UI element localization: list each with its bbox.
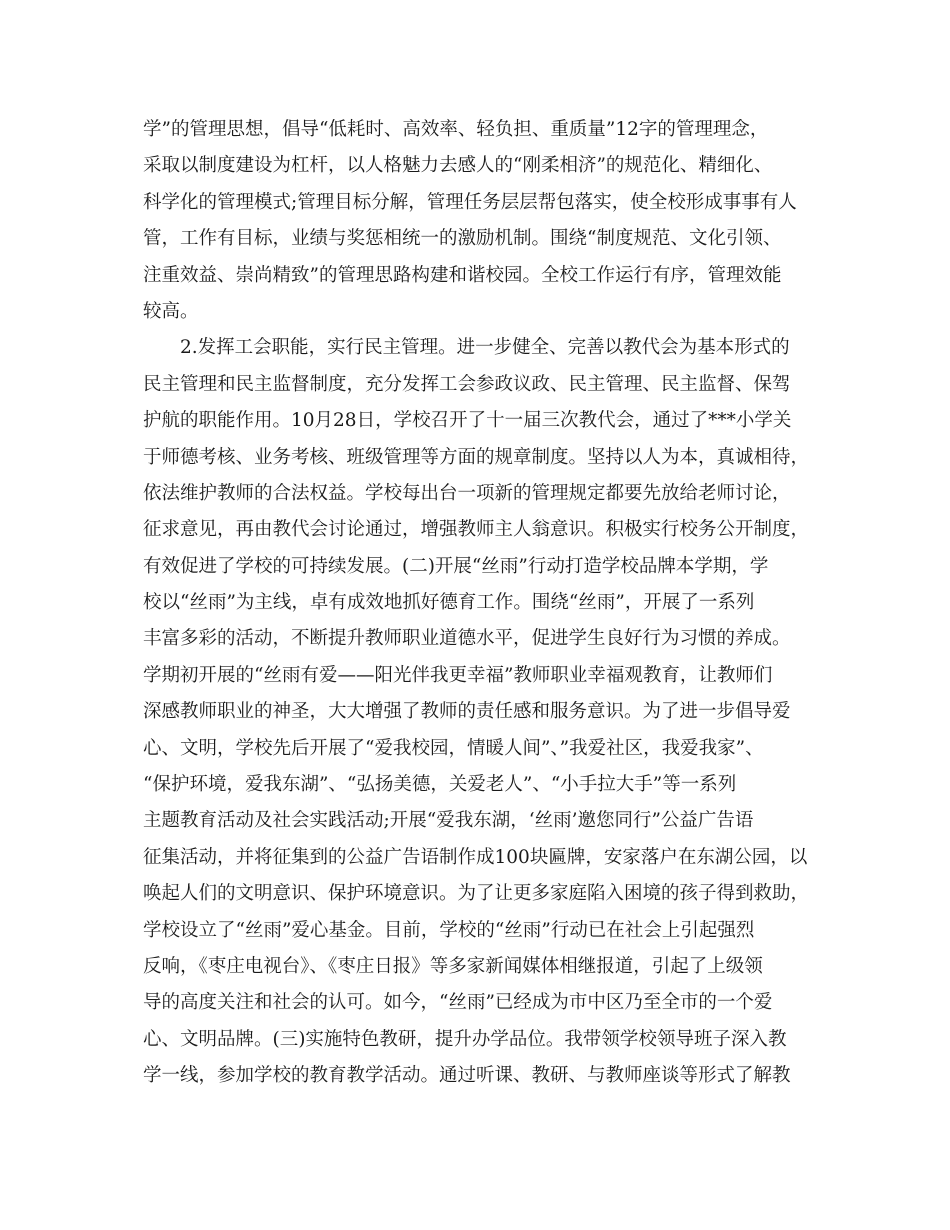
text-line: 学一线，参加学校的教育教学活动。通过听课、教研、与教师座谈等形式了解教 xyxy=(143,1065,791,1087)
text-line: 依法维护教师的合法权益。学校每出台一项新的管理规定都要先放给老师讨论， xyxy=(143,482,791,504)
text-line: 有效促进了学校的可持续发展。(二)开展“丝雨”行动打造学校品牌本学期，学 xyxy=(143,555,769,577)
text-line: 于师德考核、业务考核、班级管理等方面的规章制度。坚持以人为本，真诚相待， xyxy=(143,446,810,468)
text-line: 科学化的管理模式;管理目标分解，管理任务层层帮包落实，使全校形成事事有人 xyxy=(143,191,797,213)
text-line: 校以“丝雨”为主线，卓有成效地抓好德育工作。围绕“丝雨”，开展了一系列 xyxy=(143,592,755,614)
text-line: 主题教育活动及社会实践活动;开展“爱我东湖，‘丝雨’邀您同行”公益广告语 xyxy=(143,810,754,832)
text-line: 管，工作有目标，业绩与奖惩相统一的激励机制。围绕“制度规范、文化引领、 xyxy=(143,228,782,250)
text-line: 2.发挥工会职能，实行民主管理。进一步健全、完善以教代会为基本形式的 xyxy=(143,337,790,359)
text-line: 学”的管理思想，倡导“低耗时、高效率、轻负担、重质量”12字的管理理念， xyxy=(143,119,769,140)
text-line: 民主管理和民主监督制度，充分发挥工会参政议政、民主管理、民主监督、保驾 xyxy=(143,373,791,395)
text-line: 注重效益、崇尚精致”的管理思路构建和谐校园。全校工作运行有序，管理效能 xyxy=(143,264,782,286)
text-line: 唤起人们的文明意识、保护环境意识。为了让更多家庭陷入困境的孩子得到救助， xyxy=(143,883,810,905)
text-line: 征集活动，并将征集到的公益广告语制作成100块匾牌，安家落户在东湖公园，以 xyxy=(143,846,808,868)
text-line: 学期初开展的“丝雨有爱——阳光伴我更幸福”教师职业幸福观教育，让教师们 xyxy=(143,664,773,686)
body-text xyxy=(143,112,823,1095)
text-line: 导的高度关注和社会的认可。如今，“丝雨”已经成为市中区乃至全市的一个爱 xyxy=(143,992,773,1014)
text-line: 学校设立了“丝雨”爱心基金。目前，学校的“丝雨”行动已在社会上引起强烈 xyxy=(143,919,755,941)
text-line: 深感教师职业的神圣，大大增强了教师的责任感和服务意识。为了进一步倡导爱 xyxy=(143,701,791,723)
text-line: 护航的职能作用。10月28日，学校召开了十一届三次教代会，通过了***小学关 xyxy=(143,410,792,432)
text-line: 心、文明品牌。(三)实施特色教研，提升办学品位。我带领学校领导班子深入教 xyxy=(143,1028,787,1050)
text-line: 采取以制度建设为杠杆，以人格魅力去感人的“刚柔相济”的规范化、精细化、 xyxy=(143,155,773,177)
text-line: 丰富多彩的活动，不断提升教师职业道德水平，促进学生良好行为习惯的养成。 xyxy=(143,628,791,650)
text-line: 较高。 xyxy=(143,300,199,322)
text-line: 反响，《枣庄电视台》、《枣庄日报》等多家新闻媒体相继报道，引起了上级领 xyxy=(143,955,763,977)
text-line: 心、文明，学校先后开展了“爱我校园，情暖人间”、”我爱社区，我爱我家”、 xyxy=(143,737,764,759)
text-line: 征求意见，再由教代会讨论通过，增强教师主人翁意识。积极实行校务公开制度， xyxy=(143,519,810,541)
text-line: “保护环境，爱我东湖”、“弘扬美德，关爱老人”、“小手拉大手”等一系列 xyxy=(143,774,737,796)
